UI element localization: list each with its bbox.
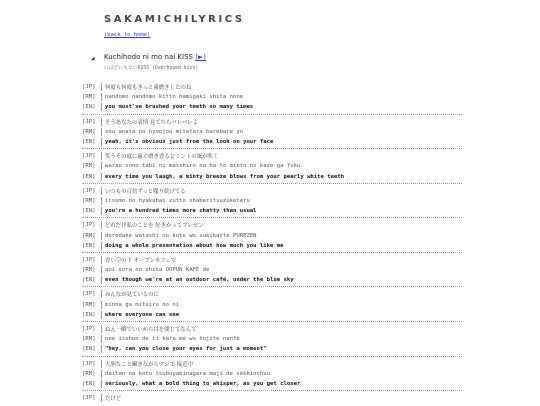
en-line [82, 310, 462, 320]
romaji-line-text: aoi sora no shita OOPUN KAFE de [105, 267, 210, 274]
jp-line-text: 大胆なこと囁きながらマジで 接近中 [105, 361, 193, 368]
divider [101, 221, 102, 229]
language-tag: [RM] [82, 301, 96, 308]
lyric-verse [82, 393, 462, 404]
lyrics-list [82, 82, 462, 406]
language-tag: [EN] [82, 104, 96, 111]
divider [101, 266, 102, 274]
en-line-text: where everyone can see [105, 311, 180, 318]
language-tag: [JP] [82, 187, 96, 194]
divider [101, 276, 102, 284]
en-line-text: yeah, it's obvious just from the look on your face [105, 139, 274, 146]
divider [101, 301, 102, 309]
language-tag: [RM] [82, 336, 96, 343]
romaji-line [82, 265, 462, 275]
language-tag: [EN] [82, 242, 96, 249]
en-line [82, 379, 462, 389]
language-tag: [EN] [82, 380, 96, 387]
language-tag: [RM] [82, 267, 96, 274]
jp-line [82, 82, 462, 92]
jp-line [82, 117, 462, 127]
romaji-line [82, 369, 462, 379]
language-tag: [RM] [82, 370, 96, 377]
divider [101, 360, 102, 368]
jp-line-text: いつもの百倍ずっと喋り続けてる [105, 188, 186, 195]
language-tag: [JP] [82, 256, 96, 263]
language-tag: [JP] [82, 222, 96, 229]
en-line [82, 344, 462, 354]
language-tag: [RM] [82, 94, 96, 101]
en-line-text: every time you laugh, a minty breeze blows from your pearly white teeth [105, 173, 345, 180]
en-line [82, 172, 462, 182]
romaji-line [82, 230, 462, 240]
divider [101, 345, 102, 353]
romaji-line-text: nandomo nandomo kitto hamigaki shita none [105, 94, 244, 101]
romaji-line [82, 300, 462, 310]
jp-line-text: みんなが見ているのに [105, 292, 159, 299]
divider [101, 173, 102, 181]
jp-line-text: どれだけ私のことを 好きかってプレゼン [105, 223, 204, 230]
divider [101, 325, 102, 333]
language-tag: [JP] [82, 153, 96, 160]
language-tag: [RM] [82, 128, 96, 135]
romaji-line-text: nee isshun de ii kara me wo tojite nante [105, 336, 240, 343]
divider [101, 370, 102, 378]
en-line-text: "hey, can you close your eyes for just a moment" [105, 346, 267, 353]
song-title [104, 53, 206, 61]
language-tag: [EN] [82, 139, 96, 146]
lyric-verse [82, 220, 462, 253]
language-tag: [JP] [82, 326, 96, 333]
language-tag: [JP] [82, 360, 96, 367]
romaji-line-text: itsumo no hyakubai zutto shaberitsuzuketeru [105, 197, 250, 204]
divider [101, 335, 102, 343]
jp-line [82, 186, 462, 196]
lyric-verse [82, 289, 462, 322]
en-line [82, 241, 462, 251]
song-subtitle: 口ほどにもないKISS (Overhyped kiss) [104, 66, 199, 71]
en-line-text: even though we're at an outdoor café, under the blue sky [105, 277, 294, 284]
divider [101, 256, 102, 264]
divider [101, 138, 102, 146]
en-line-text: you must've brushed your teeth so many times [105, 104, 254, 111]
jp-line [82, 289, 462, 299]
triangle-icon: ◢ [91, 55, 95, 62]
lyric-verse [82, 255, 462, 288]
divider [101, 128, 102, 136]
en-line-text: seriously, what a bold thing to whisper, as you get closer [105, 380, 301, 387]
en-line [82, 102, 462, 112]
jp-line [82, 255, 462, 265]
lyric-verse [82, 359, 462, 392]
lyric-verse [82, 151, 462, 184]
divider [101, 197, 102, 205]
language-tag: [RM] [82, 232, 96, 239]
language-tag: [JP] [82, 291, 96, 298]
en-line-text: doing a whole presentation about how much you like me [105, 242, 284, 249]
romaji-line-text: daitan na koto tsubuyakinagara maji de sekkinchuu [105, 370, 271, 377]
lyric-verse [82, 186, 462, 219]
jp-line-text: ねえ一瞬でいいから目を閉じてなんて [105, 327, 197, 334]
jp-line-text: 青い空の下 オープンカフェで [105, 257, 177, 264]
lyric-verse [82, 324, 462, 357]
lyric-verse [82, 117, 462, 150]
divider [101, 83, 102, 91]
play-button[interactable]: (►) [195, 53, 207, 61]
language-tag: [EN] [82, 346, 96, 353]
site-title: SAKAMICHILYRICS [104, 14, 245, 25]
divider [101, 242, 102, 250]
divider [101, 311, 102, 319]
jp-line [82, 324, 462, 334]
divider [101, 380, 102, 388]
jp-line [82, 220, 462, 230]
language-tag: [RM] [82, 197, 96, 204]
lyric-verse [82, 82, 462, 115]
divider [101, 103, 102, 111]
en-line [82, 137, 462, 147]
language-tag: [RM] [82, 163, 96, 170]
divider [101, 232, 102, 240]
en-line [82, 206, 462, 216]
romaji-line-text: minna ga miteiru no ni [105, 301, 180, 308]
divider [101, 118, 102, 126]
language-tag: [JP] [82, 395, 96, 402]
jp-line [82, 151, 462, 161]
romaji-line [82, 161, 462, 171]
back-to-home-link[interactable]: (back to home) [104, 32, 151, 38]
language-tag: [EN] [82, 311, 96, 318]
romaji-line-text: doredake watashi no koto wo sukikatte PUREZEN [105, 232, 257, 239]
jp-line [82, 359, 462, 369]
romaji-line [82, 334, 462, 344]
language-tag: [EN] [82, 277, 96, 284]
romaji-line [82, 127, 462, 137]
song-title-text: Kuchihodo ni mo nai KISS [104, 53, 193, 61]
language-tag: [JP] [82, 118, 96, 125]
divider [101, 187, 102, 195]
en-line-text: you're a hundred times more chatty than usual [105, 208, 257, 215]
jp-line-text: 笑うその度に歯ぐ磨き香るとミントの風が吹く [105, 154, 219, 161]
divider [101, 207, 102, 215]
language-tag: [JP] [82, 84, 96, 91]
romaji-line-text: warau sono tabi ni masshiro na ha to minto no kaze ga fuku [105, 163, 301, 170]
divider [101, 394, 102, 402]
jp-line [82, 393, 462, 403]
divider [101, 152, 102, 160]
language-tag: [EN] [82, 208, 96, 215]
romaji-line [82, 92, 462, 102]
en-line [82, 275, 462, 285]
language-tag: [EN] [82, 173, 96, 180]
romaji-line [82, 196, 462, 206]
jp-line-text: だけど [105, 396, 122, 403]
divider [101, 162, 102, 170]
divider [101, 93, 102, 101]
jp-line-text: そうあなたの表情 見てたらバレバレよ [105, 119, 198, 126]
jp-line-text: 何度も何度もきっと歯磨きしたのね [105, 85, 192, 92]
romaji-line-text: sou anata no hyoujou mitetara barebare yo [105, 128, 244, 135]
divider [101, 290, 102, 298]
